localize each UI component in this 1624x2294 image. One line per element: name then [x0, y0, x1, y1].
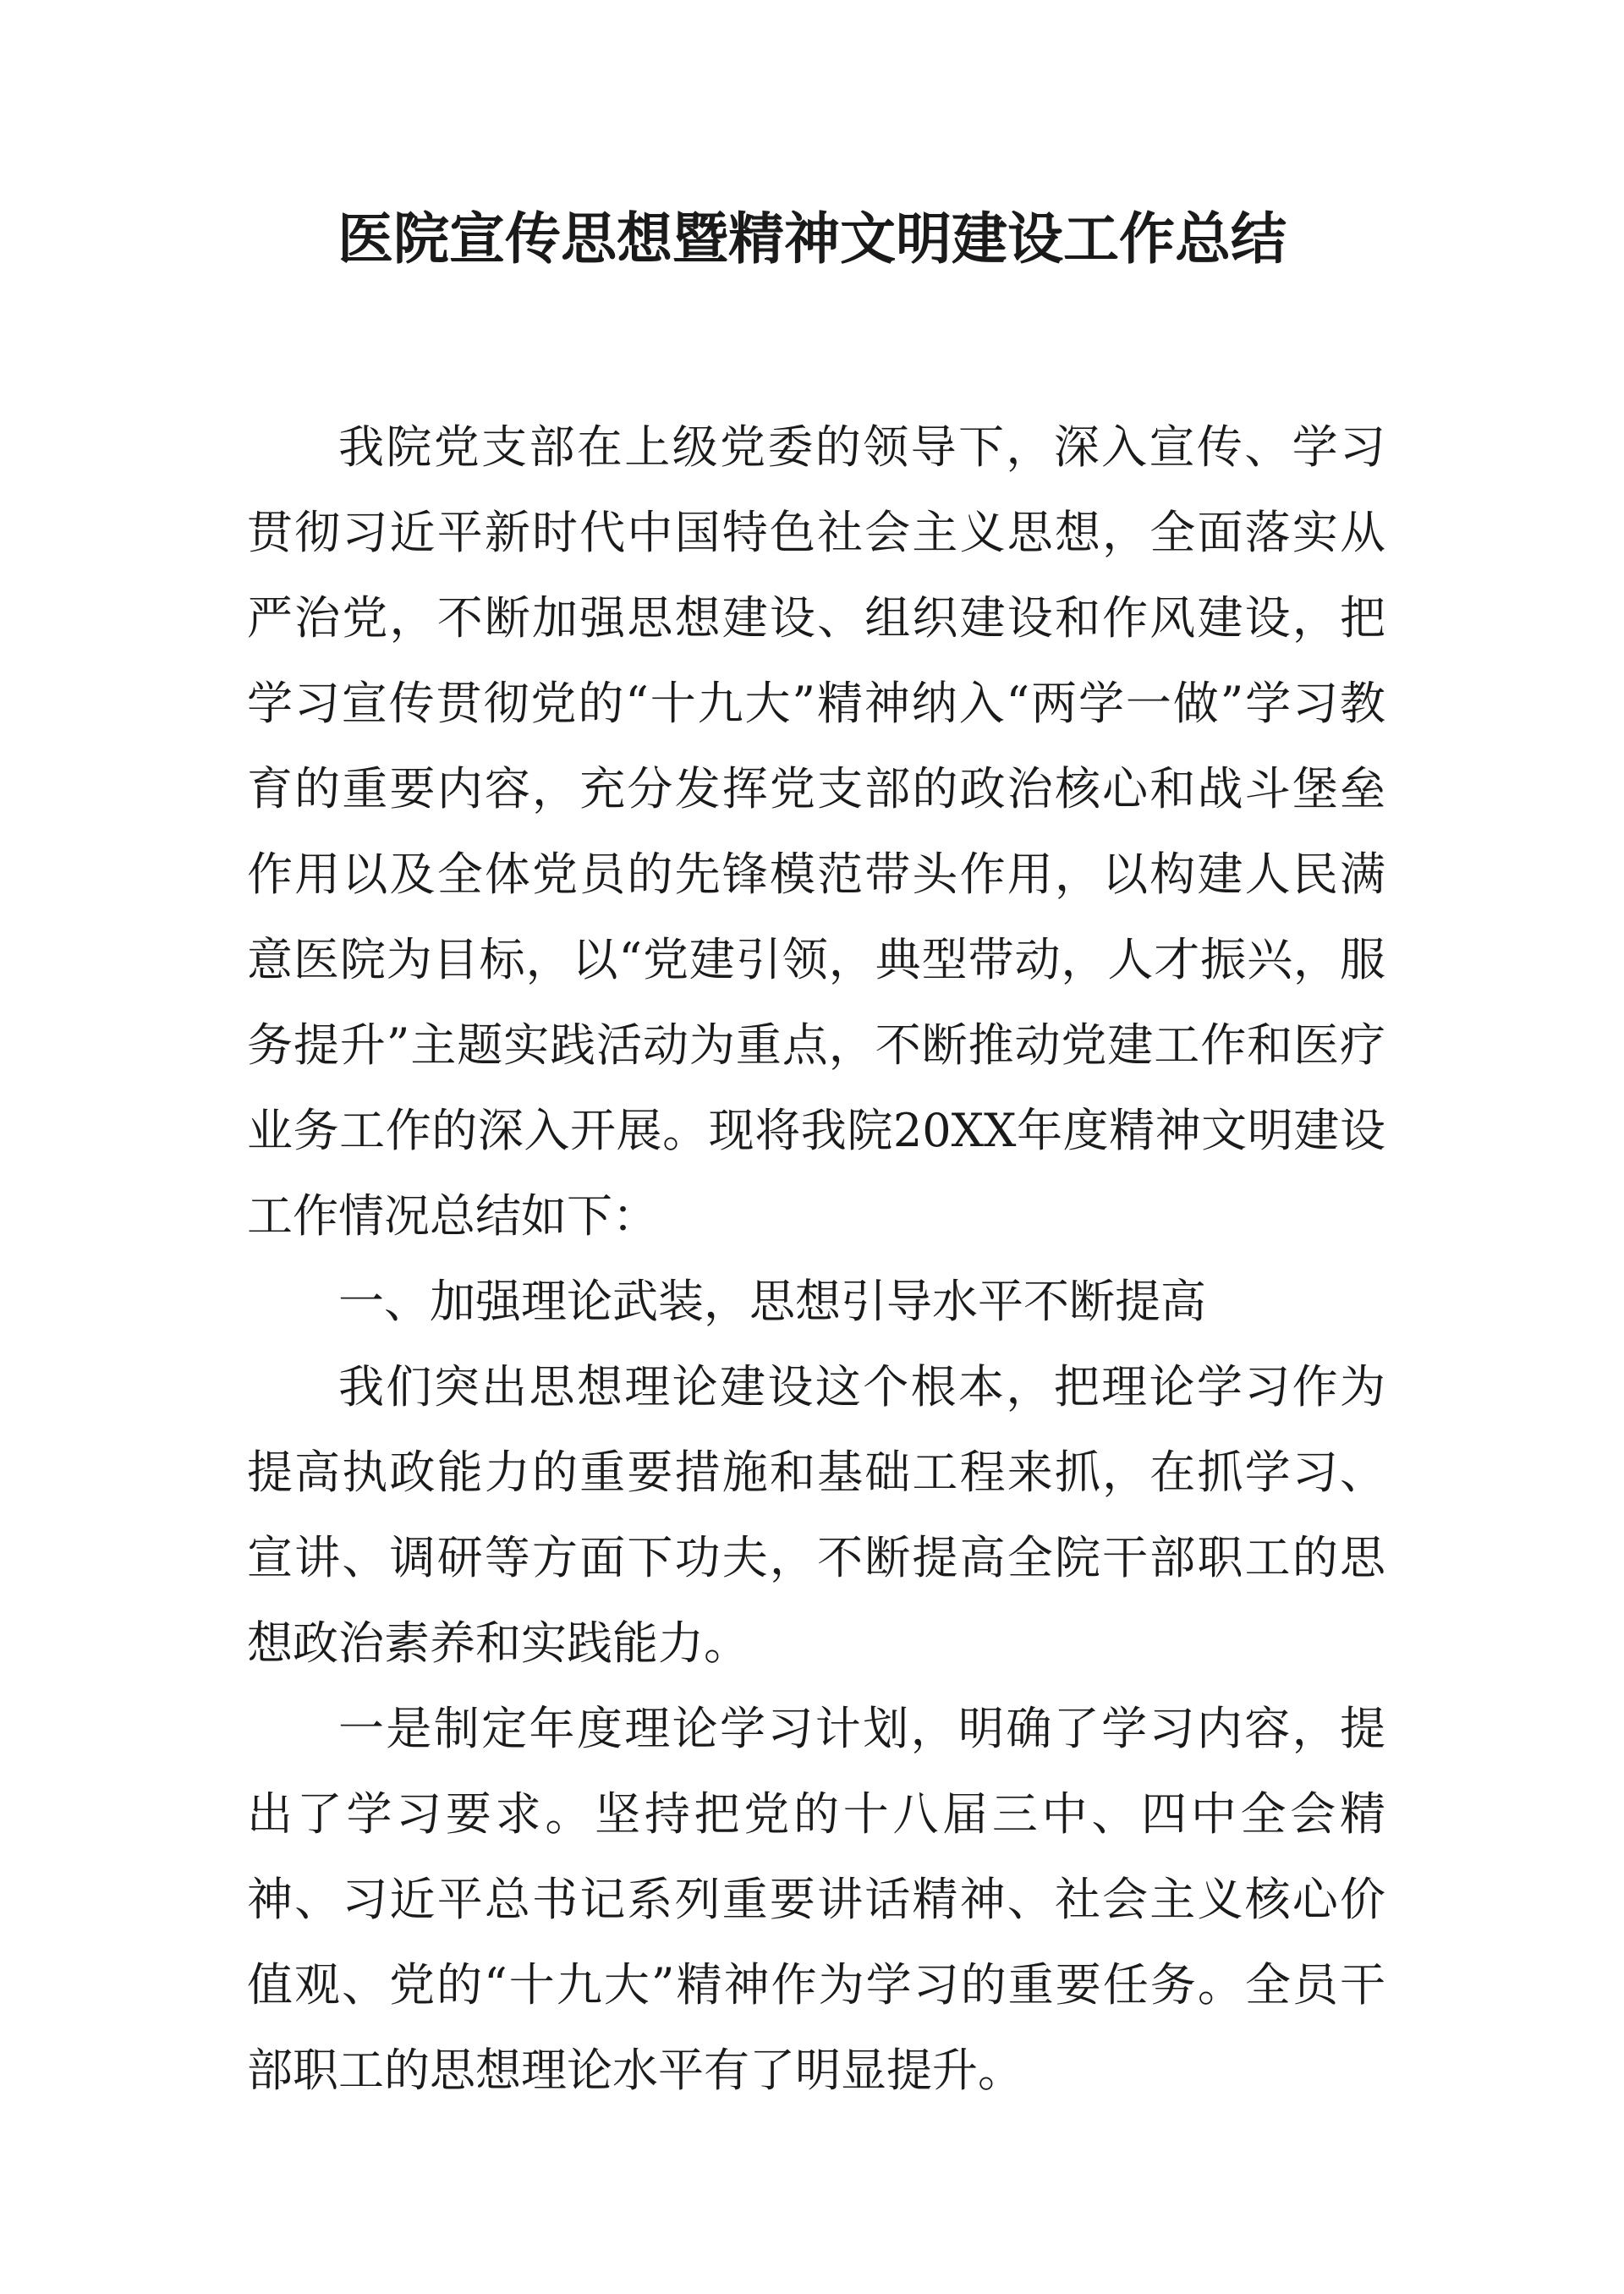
- section-1-paragraph: 我们突出思想理论建设这个根本，把理论学习作为提高执政能力的重要措施和基础工程来抓，在抓学习、宣讲、调研等方面下功夫，不断提高全院干部职工的思想政治素养和实践能力。: [247, 1360, 1385, 1670]
- document-body: [247, 404, 1385, 2113]
- intro-paragraph: 我院党支部在上级党委的领导下，深入宣传、学习贯彻习近平新时代中国特色社会主义思想，全面落实从严治党，不断加强思想建设、组织建设和作风建设，把学习宣传贯彻党的“十九大”精神纳入“两学一做”学习教育的重要内容，充分发挥党支部的政治核心和战斗堡垒作用以及全体党员的先锋模范带头作用，以构建人民满意医院为目标，以“党建引领，典型带动，人才振兴，服务提升”主题实践活动为重点，不断推动党建工作和医疗业务工作的深入开展。现将我院20XX年度精神文明建设工作情况总结如下：: [247, 420, 1385, 1243]
- section-1-item-1-paragraph: 一是制定年度理论学习计划，明确了学习内容，提出了学习要求。坚持把党的十八届三中、四中全会精神、习近平总书记系列重要讲话精神、社会主义核心价值观、党的“十九大”精神作为学习的重要任务。全员干部职工的思想理论水平有了明显提升。: [247, 1702, 1385, 2097]
- document-title: 医院宣传思想暨精神文明建设工作总结: [337, 206, 1287, 272]
- section-heading-1: 一、加强理论武装，思想引导水平不断提高: [338, 1275, 1206, 1328]
